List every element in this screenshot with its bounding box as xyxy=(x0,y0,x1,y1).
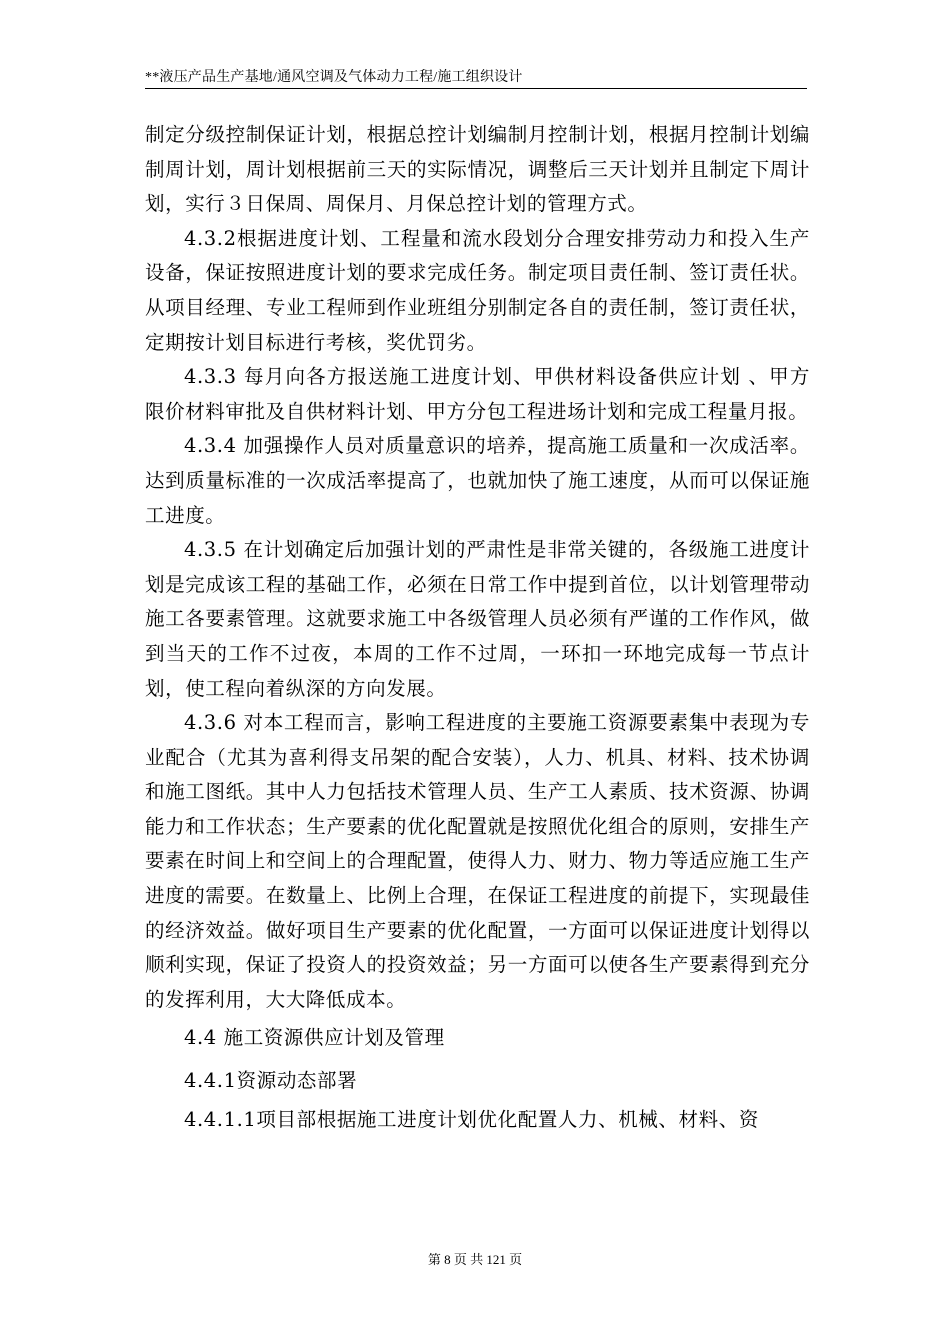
section-heading-4-4-1: 4.4.1资源动态部署 xyxy=(184,1069,358,1093)
page-header-title: **液压产品生产基地/通风空调及气体动力工程/施工组织设计 xyxy=(145,70,523,85)
section-heading-4-4: 4.4 施工资源供应计划及管理 xyxy=(184,1026,445,1050)
page-number-footer: 第 8 页 共 121 页 xyxy=(427,1252,523,1267)
paragraph-4-3-2: 4.3.2根据进度计划、工程量和流水段划分合理安排劳动力和投入生产设备，保证按照进度计划的要求完成任务。制定项目责任制、签订责任状。从项目经理、专业工程师到作业班组分别制定各自的责任制，签订责任状，定期按计划目标进行考核，奖优罚劣。 xyxy=(145,226,810,354)
paragraph-4-3-6: 4.3.6 对本工程而言，影响工程进度的主要施工资源要素集中表现为专业配合（尤其为喜利得支吊架的配合安装），人力、机具、材料、技术协调和施工图纸。其中人力包括技术管理人员、生产工人素质、技术资源、协调能力和工作状态；生产要素的优化配置就是按照优化组合的原则，安排生产要素在时间上和空间上的合理配置，使得人力、财力、物力等适应施工生产进度的需要。在数量上、比例上合理，在保证工程进度的前提下，实现最佳的经济效益。做好项目生产要素的优化配置，一方面可以保证进度计划得以顺利实现，保证了投资人的投资效益；另一方面可以使各生产要素得到充分的发挥利用，大大降低成本。 xyxy=(145,711,810,1011)
document-body xyxy=(145,118,810,1137)
paragraph-4-4-1-1: 4.4.1.1项目部根据施工进度计划优化配置人力、机械、材料、资 xyxy=(184,1107,759,1131)
paragraph-4-3-4: 4.3.4 加强操作人员对质量意识的培养，提高施工质量和一次成活率。达到质量标准的一次成活率提高了，也就加快了施工速度，从而可以保证施工进度。 xyxy=(145,434,810,527)
header-divider xyxy=(145,88,807,89)
paragraph-4-3-3: 4.3.3 每月向各方报送施工进度计划、甲供材料设备供应计划 、甲方限价材料审批及自供材料计划、甲方分包工程进场计划和完成工程量月报。 xyxy=(145,365,810,423)
paragraph-4-3-5: 4.3.5 在计划确定后加强计划的严肃性是非常关键的，各级施工进度计划是完成该工程的基础工作，必须在日常工作中提到首位，以计划管理带动施工各要素管理。这就要求施工中各级管理人员必须有严谨的工作作风，做到当天的工作不过夜，本周的工作不过周，一环扣一环地完成每一节点计划，使工程向着纵深的方向发展。 xyxy=(145,538,810,700)
paragraph-plan-control: 制定分级控制保证计划，根据总控计划编制月控制计划，根据月控制计划编制周计划，周计划根据前三天的实际情况，调整后三天计划并且制定下周计划，实行３日保周、周保月、月保总控计划的管理方式。 xyxy=(145,123,810,216)
